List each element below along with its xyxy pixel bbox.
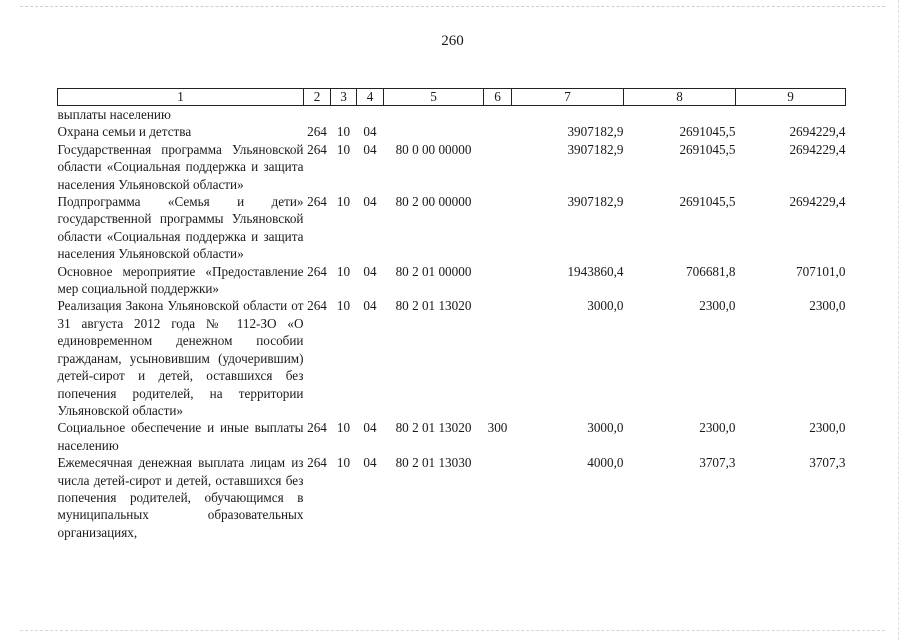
budget-table [57, 88, 846, 541]
row-name: Государственная программа Ульяновской области «Социальная поддержка и защита населения Ульяновской области» [57, 141, 304, 192]
row-admin-code: 264 [307, 420, 327, 436]
header-col-1: 1 [58, 89, 304, 106]
header-col-7: 7 [512, 89, 624, 106]
row-expense-type [484, 454, 512, 541]
table-row [58, 106, 846, 124]
row-target-article: 80 2 01 13020 [395, 420, 472, 436]
row-section [331, 106, 357, 124]
row-expense-type [484, 297, 512, 419]
row-amount-col9: 707101,0 [796, 263, 846, 279]
row-amount-col9: 2694229,4 [789, 141, 846, 157]
row-amount-col9: 2300,0 [809, 298, 846, 314]
row-name: Охрана семьи и детства [57, 124, 192, 140]
row-subsection: 04 [363, 263, 377, 279]
row-expense-type [484, 123, 512, 140]
row-name: Ежемесячная денежная выплата лицам из числа детей-сирот и детей, оставшихся без попечения родителей, обучающимся в муниципальных образовательных организациях, [57, 455, 304, 540]
scan-artifact-edge [898, 0, 899, 640]
row-amount-col7: 3907182,9 [567, 141, 624, 157]
row-target-article: 80 0 00 00000 [395, 141, 472, 157]
row-amount-col7: 3000,0 [587, 298, 624, 314]
row-admin-code: 264 [307, 455, 327, 471]
row-amount-col8: 2300,0 [699, 420, 736, 436]
row-admin-code: 264 [307, 124, 327, 140]
row-amount-col7: 4000,0 [587, 455, 624, 471]
row-amount-col7: 3000,0 [587, 420, 624, 436]
row-name: Основное мероприятие «Предоставление мер социальной поддержки» [57, 263, 304, 297]
row-expense-type: 300 [487, 420, 508, 436]
row-amount-col7 [512, 106, 624, 124]
table-row [58, 297, 846, 419]
header-col-4: 4 [357, 89, 384, 106]
row-amount-col7: 1943860,4 [567, 263, 624, 279]
row-name: Социальное обеспечение и иные выплаты населению [57, 420, 304, 453]
row-target-article [384, 106, 484, 124]
row-amount-col8: 3707,3 [699, 455, 736, 471]
row-amount-col8 [624, 106, 736, 124]
row-amount-col8: 706681,8 [686, 263, 736, 279]
row-amount-col9: 2694229,4 [789, 124, 846, 140]
row-admin-code [304, 106, 331, 124]
row-amount-col8: 2691045,5 [679, 124, 736, 140]
row-expense-type [484, 263, 512, 298]
row-target-article: 80 2 00 00000 [395, 194, 472, 210]
row-target-article: 80 2 01 00000 [395, 263, 472, 279]
row-name: Реализация Закона Ульяновской области от 31 августа 2012 года № 112-ЗО «О единовременном денежном пособии гражданам, усыновившим (удочерившим) детей-сирот и детей, оставшихся без попечения родителей, на территории Ульяновской области» [57, 298, 304, 418]
row-subsection: 04 [363, 298, 377, 314]
page-number: 260 [441, 33, 464, 49]
table-row [58, 123, 846, 140]
table-row [58, 193, 846, 263]
row-section: 10 [336, 263, 351, 279]
row-subsection: 04 [363, 124, 377, 140]
header-col-5: 5 [384, 89, 484, 106]
header-col-9: 9 [736, 89, 846, 106]
row-section: 10 [336, 455, 351, 471]
row-section: 10 [336, 420, 351, 436]
row-section: 10 [336, 298, 351, 314]
row-subsection: 04 [363, 141, 377, 157]
row-amount-col9 [736, 106, 846, 124]
row-amount-col8: 2300,0 [699, 298, 736, 314]
row-expense-type [484, 193, 512, 263]
row-section: 10 [336, 194, 351, 210]
row-subsection: 04 [363, 420, 377, 436]
row-target-article: 80 2 01 13020 [395, 298, 472, 314]
header-col-8: 8 [624, 89, 736, 106]
scan-artifact-top [20, 6, 885, 7]
row-amount-col9: 2300,0 [809, 420, 846, 436]
row-admin-code: 264 [307, 194, 327, 210]
table-header-row [58, 89, 846, 106]
row-expense-type [484, 141, 512, 193]
row-section: 10 [336, 141, 351, 157]
row-subsection: 04 [363, 194, 377, 210]
row-name: выплаты населению [57, 107, 171, 122]
row-admin-code: 264 [307, 263, 327, 279]
row-subsection: 04 [363, 455, 377, 471]
row-expense-type [484, 106, 512, 124]
row-amount-col9: 3707,3 [809, 455, 846, 471]
table-row [58, 454, 846, 541]
row-amount-col8: 2691045,5 [679, 141, 736, 157]
row-admin-code: 264 [307, 298, 327, 314]
row-target-article [384, 123, 484, 140]
row-name: Подпрограмма «Семья и дети» государственной программы Ульяновской области «Социальная поддержка и защита населения Ульяновской области» [57, 194, 304, 262]
row-amount-col9: 2694229,4 [789, 194, 846, 210]
table-row [58, 263, 846, 298]
table-row [58, 141, 846, 193]
row-admin-code: 264 [307, 141, 327, 157]
header-col-3: 3 [331, 89, 357, 106]
row-subsection [357, 106, 384, 124]
header-col-2: 2 [304, 89, 331, 106]
row-target-article: 80 2 01 13030 [395, 455, 472, 471]
table-row [58, 419, 846, 454]
row-amount-col8: 2691045,5 [679, 194, 736, 210]
scan-artifact-bottom [20, 630, 885, 631]
row-section: 10 [336, 124, 351, 140]
header-col-6: 6 [484, 89, 512, 106]
row-amount-col7: 3907182,9 [567, 194, 624, 210]
row-amount-col7: 3907182,9 [567, 124, 624, 140]
